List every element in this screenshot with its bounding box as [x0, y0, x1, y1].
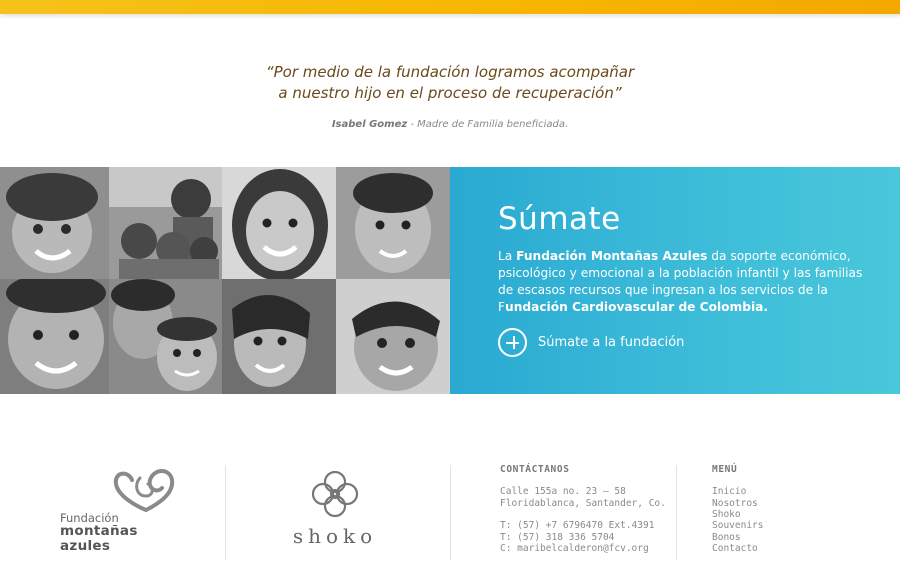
child-photo-7 — [222, 279, 336, 394]
contact-phone-1: T: (57) +7 6796470 Ext.4391 — [500, 520, 655, 531]
child-photo-8 — [336, 279, 450, 394]
quote-line-2: a nuestro hijo en el proceso de recuperación” — [278, 84, 622, 102]
contact-email[interactable]: C: maribelcalderon@fcv.org — [500, 543, 649, 554]
logo-line-azules: azules — [60, 538, 111, 554]
contact-address-2: Floridablanca, Santander, Co. — [500, 498, 666, 509]
logo-line-montanas: montañas — [60, 523, 138, 539]
shoko-logo-text: shoko — [292, 524, 378, 548]
child-photo-2 — [109, 167, 222, 279]
cardio-foundation-name: undación Cardiovascular de Colombia. — [505, 300, 768, 314]
children-photo-collage — [0, 167, 450, 394]
sumate-promo-panel — [450, 167, 900, 394]
testimonial-author: Isabel Gomez — [331, 119, 408, 130]
sumate-cta-button[interactable] — [498, 327, 684, 357]
foundation-name: Fundación Montañas Azules — [516, 249, 708, 263]
footer-divider-1 — [225, 465, 226, 560]
menu-item-contacto[interactable]: Contacto — [712, 543, 758, 554]
contact-title: CONTÁCTANOS — [500, 464, 570, 475]
child-photo-5 — [0, 279, 109, 394]
desc-text-2: da soporte económico, psicológico y emocional a la población infantil y las familias de escasos recursos que ingresan a los servicios de la F — [498, 249, 863, 314]
testimonial-attribution — [150, 119, 750, 130]
shoko-knot-logo-icon — [309, 468, 361, 520]
site-footer — [0, 440, 900, 573]
menu-item-shoko[interactable]: Shoko — [712, 509, 741, 520]
quote-line-1: “Por medio de la fundación logramos acompañar — [265, 63, 635, 81]
menu-title: MENÚ — [712, 464, 738, 475]
contact-phone-2: T: (57) 318 336 5704 — [500, 532, 615, 543]
sumate-title: Súmate — [498, 201, 621, 237]
heart-swirl-logo-icon — [110, 466, 180, 516]
menu-item-bonos[interactable]: Bonos — [712, 532, 741, 543]
child-photo-6 — [109, 279, 222, 394]
testimonial-author-role: - Madre de Familia beneficiada. — [407, 119, 569, 130]
sumate-band — [0, 167, 900, 394]
plus-circle-icon[interactable] — [498, 328, 527, 357]
menu-item-souvenirs[interactable]: Souvenirs — [712, 520, 764, 531]
sumate-description — [498, 248, 878, 316]
footer-divider-3 — [676, 465, 677, 560]
shoko-logo[interactable] — [280, 468, 390, 553]
fundacion-montanas-azules-logo[interactable] — [60, 466, 190, 552]
menu-item-inicio[interactable]: Inicio — [712, 486, 747, 497]
footer-divider-2 — [450, 465, 451, 560]
child-photo-3 — [222, 167, 336, 279]
top-accent-bar — [0, 0, 900, 14]
menu-item-nosotros[interactable]: Nosotros — [712, 498, 758, 509]
child-photo-1 — [0, 167, 109, 279]
desc-text-1: La — [498, 249, 517, 263]
child-photo-4 — [336, 167, 450, 279]
contact-address-1: Calle 155a no. 23 – 58 — [500, 486, 626, 497]
logo-line-fundacion: Fundación — [60, 511, 119, 525]
sumate-cta-label[interactable]: Súmate a la fundación — [538, 334, 685, 350]
testimonial-quote — [150, 62, 750, 104]
